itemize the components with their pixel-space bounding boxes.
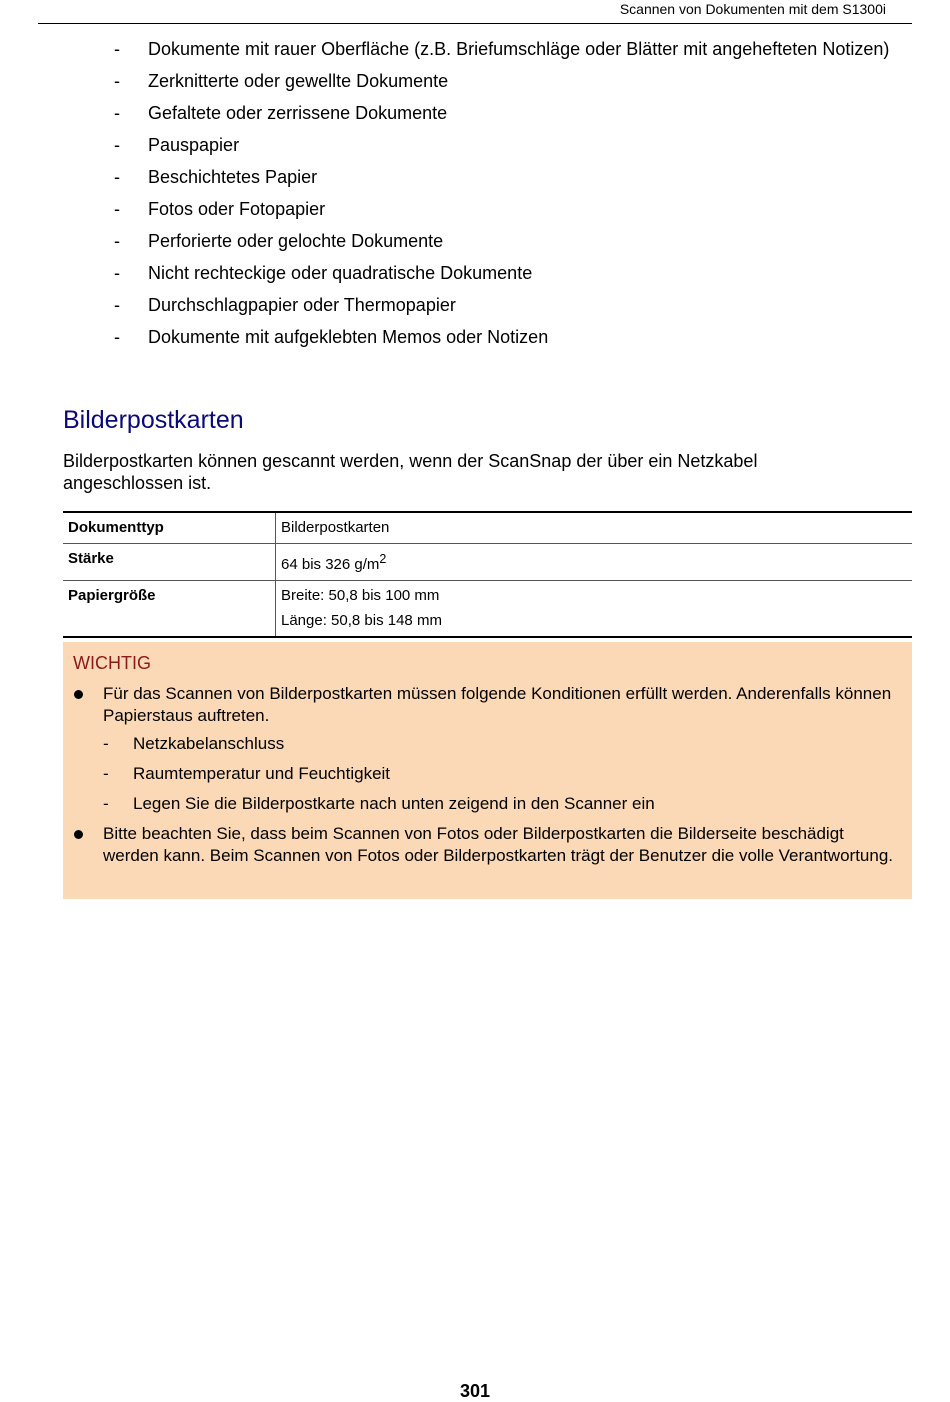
condition-text: Raumtemperatur und Feuchtigkeit <box>133 764 391 783</box>
thickness-superscript: 2 <box>379 552 387 566</box>
dash-marker: - <box>114 263 120 283</box>
condition-item <box>103 793 898 815</box>
section-intro: Bilderpostkarten können gescannt werden, wenn der ScanSnap der über ein Netzkabel angeschlossen ist. <box>63 451 758 493</box>
spec-table <box>63 511 912 638</box>
condition-text: Netzkabelanschluss <box>133 734 285 753</box>
page-number: 301 <box>459 1381 491 1401</box>
table-row <box>63 544 912 581</box>
important-bullet <box>73 823 898 867</box>
list-item <box>114 134 904 156</box>
dash-marker: - <box>103 734 109 753</box>
document-type-label: Dokumenttyp <box>63 512 276 544</box>
list-item-text: Gefaltete oder zerrissene Dokumente <box>148 103 448 123</box>
condition-item <box>103 763 898 785</box>
important-bullet-text: Für das Scannen von Bilderpostkarten müssen folgende Konditionen erfüllt werden. Anderenfalls können Papierstaus auftreten. <box>103 684 892 725</box>
list-item <box>114 326 904 348</box>
paper-size-cell <box>276 581 913 638</box>
list-item <box>114 262 904 284</box>
list-item <box>114 70 904 92</box>
thickness-cell <box>276 544 913 581</box>
dash-marker: - <box>114 231 120 251</box>
unsuitable-documents-list <box>114 38 904 358</box>
list-item <box>114 38 904 60</box>
dash-marker: - <box>114 327 120 347</box>
list-item-text: Durchschlagpapier oder Thermopapier <box>148 295 456 315</box>
thickness-value: 64 bis 326 g/m <box>281 556 380 573</box>
dash-marker: - <box>114 199 120 219</box>
list-item-text: Perforierte oder gelochte Dokumente <box>148 231 444 251</box>
list-item-text: Dokumente mit aufgeklebten Memos oder Notizen <box>148 327 549 347</box>
condition-item <box>103 733 898 755</box>
bullet-dot-icon <box>74 830 83 839</box>
dash-marker: - <box>103 794 109 813</box>
paper-size-label: Papiergröße <box>63 581 276 638</box>
list-item <box>114 230 904 252</box>
header-rule <box>38 23 912 24</box>
dash-marker: - <box>103 764 109 783</box>
thickness-label: Stärke <box>63 544 276 581</box>
document-type-value: Bilderpostkarten <box>276 512 913 544</box>
conditions-list <box>103 733 898 815</box>
paper-length: Länge: 50,8 bis 148 mm <box>281 612 442 629</box>
list-item-text: Dokumente mit rauer Oberfläche (z.B. Briefumschläge oder Blätter mit angehefteten Notizen) <box>148 39 890 59</box>
dash-marker: - <box>114 167 120 187</box>
list-item <box>114 294 904 316</box>
dash-marker: - <box>114 39 120 59</box>
table-row <box>63 512 912 544</box>
list-item-text: Nicht rechteckige oder quadratische Dokumente <box>148 263 533 283</box>
dash-marker: - <box>114 295 120 315</box>
important-title: WICHTIG <box>73 653 151 673</box>
dash-marker: - <box>114 103 120 123</box>
list-item-text: Pauspapier <box>148 135 240 155</box>
list-item-text: Fotos oder Fotopapier <box>148 199 326 219</box>
dash-marker: - <box>114 135 120 155</box>
section-title: Bilderpostkarten <box>63 406 244 434</box>
important-bullet <box>73 683 898 815</box>
list-item-text: Beschichtetes Papier <box>148 167 318 187</box>
paper-width: Breite: 50,8 bis 100 mm <box>281 587 440 604</box>
important-list <box>73 683 898 867</box>
running-header: Scannen von Dokumenten mit dem S1300i <box>619 1 886 17</box>
bullet-dot-icon <box>74 690 83 699</box>
list-item-text: Zerknitterte oder gewellte Dokumente <box>148 71 449 91</box>
list-item <box>114 198 904 220</box>
condition-text: Legen Sie die Bilderpostkarte nach unten zeigend in den Scanner ein <box>133 794 655 813</box>
dash-marker: - <box>114 71 120 91</box>
list-item <box>114 166 904 188</box>
table-row <box>63 581 912 638</box>
list-item <box>114 102 904 124</box>
important-bullet-text: Bitte beachten Sie, dass beim Scannen von Fotos oder Bilderpostkarten die Bilderseite beschädigt werden kann. Beim Scannen von Fotos oder Bilderpostkarten trägt der Benutzer die volle Verantwortung. <box>103 824 894 865</box>
important-box <box>63 642 912 899</box>
